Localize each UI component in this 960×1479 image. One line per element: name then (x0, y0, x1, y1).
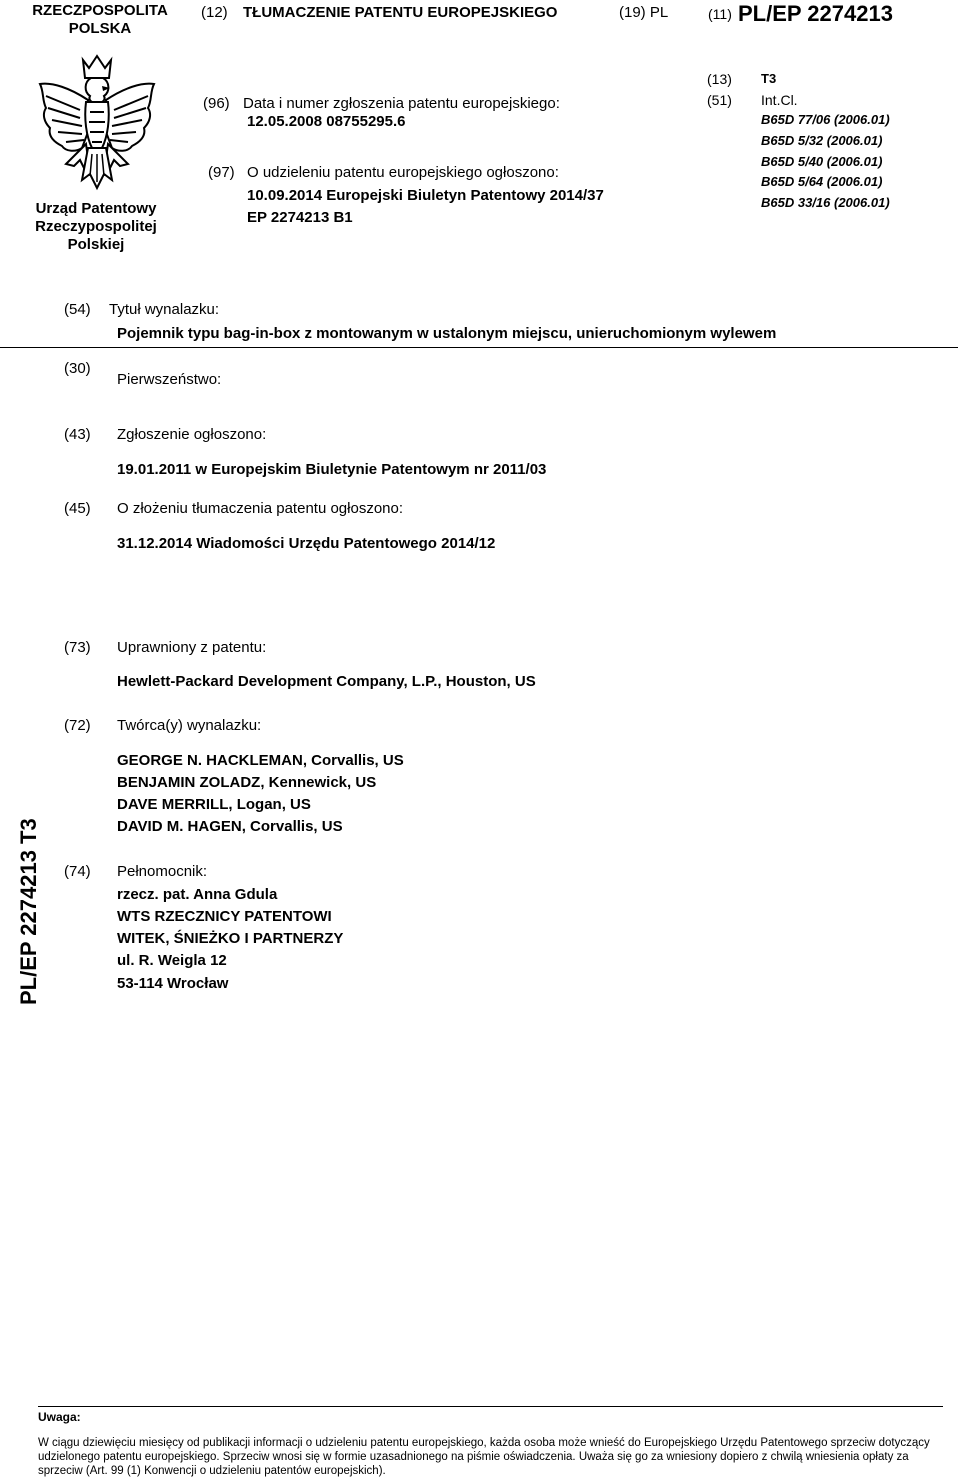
intcl-code: B65D 5/64 (2006.01) (761, 174, 883, 189)
inid-code-11: (11) (708, 6, 732, 22)
divider (0, 347, 958, 348)
document-type: TŁUMACZENIE PATENTU EUROPEJSKIEGO (243, 4, 558, 21)
filing-label: Data i numer zgłoszenia patentu europejskiego: (243, 95, 560, 112)
inid-code-72: (72) (64, 717, 91, 734)
proprietor-value: Hewlett-Packard Development Company, L.P., Houston, US (117, 673, 536, 690)
inid-code-51: (51) (707, 92, 732, 108)
intcl-code: B65D 33/16 (2006.01) (761, 195, 890, 210)
inventor-name: GEORGE N. HACKLEMAN, Corvallis, US (117, 752, 404, 769)
application-published-value: 19.01.2011 w Europejskim Biuletynie Patentowym nr 2011/03 (117, 461, 547, 478)
title-label: Tytuł wynalazku: (109, 301, 220, 318)
intcl-label: Int.Cl. (761, 92, 798, 108)
proprietor-label: Uprawniony z patentu: (117, 639, 267, 656)
grant-label: O udzieleniu patentu europejskiego ogłoszono: (247, 164, 559, 181)
inid-code-54: (54) (64, 301, 91, 318)
attorney-line: rzecz. pat. Anna Gdula (117, 886, 278, 903)
office-name: Urząd Patentowy Rzeczypospolitej Polskiej (35, 200, 157, 253)
inid-code-19: (19) PL (619, 4, 669, 21)
inid-code-97: (97) (208, 164, 235, 181)
intcl-code: B65D 77/06 (2006.01) (761, 112, 890, 127)
notice-label: Uwaga: (38, 1410, 81, 1424)
notice-divider (38, 1406, 943, 1407)
side-patent-label: PL/EP 2274213 T3 (16, 818, 41, 1005)
inventor-name: DAVID M. HAGEN, Corvallis, US (117, 818, 343, 835)
ep-number: EP 2274213 B1 (247, 209, 353, 226)
inid-code-13: (13) (707, 71, 732, 87)
inventor-name: BENJAMIN ZOLADZ, Kennewick, US (117, 774, 377, 791)
inid-code-45: (45) (64, 500, 91, 517)
inventors-label: Twórca(y) wynalazku: (117, 717, 262, 734)
inid-code-96: (96) (203, 95, 230, 112)
polish-eagle-emblem-icon (36, 52, 158, 192)
attorney-line: ul. R. Weigla 12 (117, 952, 227, 969)
inid-code-43: (43) (64, 426, 91, 443)
attorney-line: 53-114 Wrocław (117, 975, 229, 992)
translation-filed-value: 31.12.2014 Wiadomości Urzędu Patentowego 2014/12 (117, 535, 496, 552)
attorney-label: Pełnomocnik: (117, 863, 208, 880)
country-name: RZECZPOSPOLITA POLSKA (32, 2, 168, 37)
patent-number: PL/EP 2274213 (738, 1, 893, 26)
application-published-label: Zgłoszenie ogłoszono: (117, 426, 267, 443)
priority-label: Pierwszeństwo: (117, 371, 222, 388)
intcl-code: B65D 5/32 (2006.01) (761, 133, 883, 148)
invention-title: Pojemnik typu bag-in-box z montowanym w ustalonym miejscu, unieruchomionym wylewem (117, 325, 777, 342)
attorney-line: WTS RZECZNICY PATENTOWI (117, 908, 332, 925)
kind-code: T3 (761, 71, 777, 86)
inid-code-74: (74) (64, 863, 91, 880)
translation-filed-label: O złożeniu tłumaczenia patentu ogłoszono: (117, 500, 404, 517)
inid-code-12: (12) (201, 4, 228, 21)
notice-text: W ciągu dziewięciu miesięcy od publikacji informacji o udzieleniu patentu europejskiego, każda osoba może wnieść do Europejskiego Urzędu Patentowego sprzeciw dotyczący udzielonego patentu europejskiego. Sprzeciw wnosi się w formie uzasadnionego na piśmie oświadczenia. Uważa się go za wniesiony dopiero z chwilą wniesienia opłaty za sprzeciw (Art. 99 (1) Konwencji o udzieleniu patentów europejskich). (38, 1437, 930, 1477)
inid-code-73: (73) (64, 639, 91, 656)
inid-code-30: (30) (64, 360, 91, 377)
filing-value: 12.05.2008 08755295.6 (247, 113, 406, 130)
attorney-line: WITEK, ŚNIEŻKO I PARTNERZY (117, 930, 344, 947)
inventor-name: DAVE MERRILL, Logan, US (117, 796, 311, 813)
grant-value: 10.09.2014 Europejski Biuletyn Patentowy 2014/37 (247, 187, 604, 204)
intcl-code: B65D 5/40 (2006.01) (761, 154, 883, 169)
